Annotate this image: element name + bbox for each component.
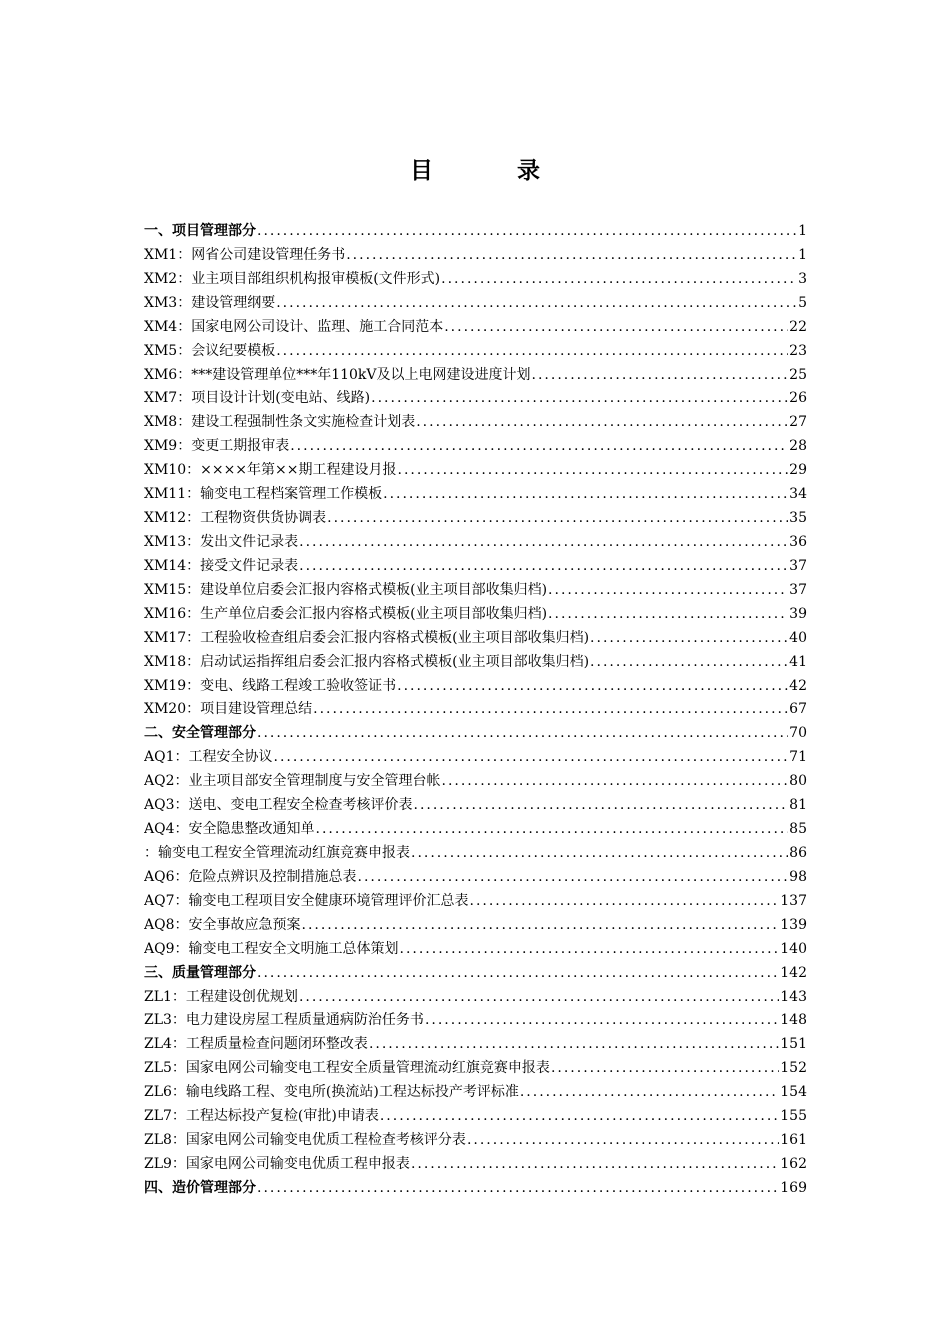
toc-item-entry[interactable] <box>144 531 807 555</box>
toc-item-entry[interactable] <box>144 387 807 411</box>
toc-item-entry[interactable] <box>144 1105 807 1129</box>
toc-item-entry[interactable] <box>144 794 807 818</box>
toc-dot-leader <box>532 364 789 388</box>
toc-item-entry[interactable] <box>144 1153 807 1177</box>
toc-item-entry[interactable] <box>144 675 807 699</box>
toc-entry-title: XM18：启动试运指挥组启委会汇报内容格式模板(业主项目部收集归档) <box>144 653 590 670</box>
toc-item-entry[interactable] <box>144 698 807 722</box>
toc-dot-leader <box>444 316 788 340</box>
toc-page-number: 1 <box>798 223 807 239</box>
toc-dot-leader <box>313 698 788 722</box>
toc-page-number: 85 <box>789 821 807 838</box>
toc-item-entry[interactable] <box>144 268 807 292</box>
toc-dot-leader <box>327 507 788 531</box>
toc-item-entry[interactable] <box>144 411 807 435</box>
toc-dot-leader <box>590 627 788 651</box>
toc-entry-title: XM9：变更工期报审表 <box>144 438 290 455</box>
toc-dot-leader <box>257 220 797 244</box>
toc-page-number: 143 <box>780 988 807 1005</box>
toc-page-number: 67 <box>789 701 807 718</box>
toc-page-number: 37 <box>789 557 807 574</box>
toc-item-entry[interactable] <box>144 770 807 794</box>
toc-item-entry[interactable] <box>144 364 807 388</box>
toc-entry-title: XM5：会议纪要模板 <box>144 342 276 359</box>
toc-page-number: 154 <box>780 1084 807 1101</box>
toc-item-entry[interactable] <box>144 1129 807 1153</box>
toc-entry-title: AQ7：输变电工程项目安全健康环境管理评价汇总表 <box>144 892 469 909</box>
toc-page-number: 1 <box>798 246 807 263</box>
toc-page-number: 39 <box>789 605 807 622</box>
toc-entry-title: ZL3：电力建设房屋工程质量通病防治任务书 <box>144 1012 424 1029</box>
toc-dot-leader <box>302 914 780 938</box>
toc-entry-title: XM17：工程验收检查组启委会汇报内容格式模板(业主项目部收集归档) <box>144 629 590 646</box>
toc-item-entry[interactable] <box>144 603 807 627</box>
toc-entry-title: ZL9：国家电网公司输变电优质工程申报表 <box>144 1155 410 1172</box>
toc-entry-title: AQ6：危险点辨识及控制措施总表 <box>144 868 357 885</box>
toc-entry-title: XM19：变电、线路工程竣工验收签证书 <box>144 677 397 694</box>
toc-item-entry[interactable] <box>144 651 807 675</box>
toc-dot-leader <box>442 770 789 794</box>
toc-dot-leader <box>397 675 788 699</box>
toc-dot-leader <box>380 1105 779 1129</box>
toc-entry-title: XM14：接受文件记录表 <box>144 557 299 574</box>
toc-page-number: 151 <box>780 1036 807 1053</box>
toc-entry-title: XM10：××××年第××期工程建设月报 <box>144 462 397 479</box>
toc-item-entry[interactable] <box>144 986 807 1010</box>
toc-dot-leader <box>425 1009 779 1033</box>
toc-dot-leader <box>383 483 788 507</box>
toc-page-number: 152 <box>780 1060 807 1077</box>
toc-dot-leader <box>590 651 788 675</box>
toc-entry-title: AQ2：业主项目部安全管理制度与安全管理台帐 <box>144 773 441 790</box>
toc-page-number: 162 <box>780 1155 807 1172</box>
toc-entry-title: AQ1：工程安全协议 <box>144 749 273 766</box>
toc-dot-leader <box>548 603 788 627</box>
toc-page-number: 23 <box>789 342 807 359</box>
toc-page-number: 70 <box>789 725 807 742</box>
toc-dot-leader <box>551 1057 779 1081</box>
toc-item-entry[interactable] <box>144 244 807 268</box>
toc-page-number: 34 <box>789 486 807 503</box>
toc-item-entry[interactable] <box>144 340 807 364</box>
toc-section-entry[interactable] <box>144 220 807 244</box>
toc-dot-leader <box>358 866 789 890</box>
toc-entry-title: ZL4：工程质量检查问题闭环整改表 <box>144 1036 368 1053</box>
toc-dot-leader <box>290 435 788 459</box>
toc-entry-title: XM8：建设工程强制性条文实施检查计划表 <box>144 414 416 431</box>
toc-page-number: 42 <box>789 677 807 694</box>
toc-dot-leader <box>467 1129 779 1153</box>
toc-dot-leader <box>371 387 788 411</box>
toc-entry-title: XM15：建设单位启委会汇报内容格式模板(业主项目部收集归档) <box>144 581 548 598</box>
toc-page-number: 169 <box>780 1179 807 1196</box>
toc-entry-title: XM1：网省公司建设管理任务书 <box>144 246 346 263</box>
toc-page-number: 139 <box>780 916 807 933</box>
toc-page-number: 86 <box>789 844 807 861</box>
toc-page-number: 41 <box>789 653 807 670</box>
toc-dot-leader <box>299 986 779 1010</box>
toc-item-entry[interactable] <box>144 866 807 890</box>
page-title: 目 录 <box>409 158 578 184</box>
toc-page-number: 25 <box>789 366 807 383</box>
toc-item-entry[interactable] <box>144 746 807 770</box>
toc-item-entry[interactable] <box>144 483 807 507</box>
toc-section-entry[interactable] <box>144 722 807 746</box>
toc-page-number: 161 <box>780 1132 807 1149</box>
toc-entry-title: ZL8：国家电网公司输变电优质工程检查考核评分表 <box>144 1132 466 1149</box>
toc-entry-title: AQ3：送电、变电工程安全检查考核评价表 <box>144 797 413 814</box>
toc-page-number: 29 <box>789 462 807 479</box>
toc-dot-leader <box>398 459 789 483</box>
toc-entry-title: 一、项目管理部分 <box>144 223 256 239</box>
toc-entry-title: ZL1：工程建设创优规划 <box>144 988 298 1005</box>
toc-entry-title: XM13：发出文件记录表 <box>144 533 299 550</box>
toc-page-number: 80 <box>789 773 807 790</box>
toc-item-entry[interactable] <box>144 1081 807 1105</box>
toc-dot-leader <box>274 746 789 770</box>
toc-entry-title: XM11：输变电工程档案管理工作模板 <box>144 486 383 503</box>
toc-entry-title: ZL5：国家电网公司输变电工程安全质量管理流动红旗竞赛申报表 <box>144 1060 550 1077</box>
toc-page-number: 5 <box>798 294 807 311</box>
toc-item-entry[interactable] <box>144 1009 807 1033</box>
toc-page-number: 22 <box>789 318 807 335</box>
toc-dot-leader <box>400 938 780 962</box>
toc-dot-leader <box>520 1081 779 1105</box>
toc-dot-leader <box>411 1153 779 1177</box>
toc-dot-leader <box>441 268 797 292</box>
toc-section-entry[interactable] <box>144 962 807 986</box>
toc-page-number: 36 <box>789 533 807 550</box>
toc-page-number: 37 <box>789 581 807 598</box>
toc-entry-title: XM4：国家电网公司设计、监理、施工合同范本 <box>144 318 444 335</box>
toc-dot-leader <box>414 794 789 818</box>
toc-section-entry[interactable] <box>144 1177 807 1201</box>
toc-entry-title: XM16：生产单位启委会汇报内容格式模板(业主项目部收集归档) <box>144 605 548 622</box>
toc-entry-title: AQ8：安全事故应急预案 <box>144 916 301 933</box>
toc-item-entry[interactable] <box>144 890 807 914</box>
toc-page-number: 3 <box>798 270 807 287</box>
toc-dot-leader <box>548 579 788 603</box>
toc-page-number: 27 <box>789 414 807 431</box>
toc-dot-leader <box>299 555 788 579</box>
toc-item-entry[interactable] <box>144 579 807 603</box>
toc-item-entry[interactable] <box>144 842 807 866</box>
toc-dot-leader <box>416 411 788 435</box>
toc-item-entry[interactable] <box>144 938 807 962</box>
toc-dot-leader <box>369 1033 779 1057</box>
toc-entry-title: 二、安全管理部分 <box>144 725 256 742</box>
toc-entry-title: XM7：项目设计计划(变电站、线路) <box>144 390 371 407</box>
toc-page-number: 40 <box>789 629 807 646</box>
toc-entry-title: XM2：业主项目部组织机构报审模板(文件形式) <box>144 270 441 287</box>
toc-page-number: 137 <box>780 892 807 909</box>
toc-item-entry[interactable] <box>144 316 807 340</box>
table-of-contents <box>144 220 807 1201</box>
toc-page-number: 71 <box>789 749 807 766</box>
toc-entry-title: XM6：***建设管理单位***年110kV及以上电网建设进度计划 <box>144 366 531 383</box>
toc-entry-title: ：输变电工程安全管理流动红旗竞赛申报表 <box>144 844 410 861</box>
toc-dot-leader <box>346 244 797 268</box>
toc-dot-leader <box>276 340 788 364</box>
toc-item-entry[interactable] <box>144 555 807 579</box>
toc-entry-title: 三、质量管理部分 <box>144 964 256 981</box>
toc-dot-leader <box>276 292 797 316</box>
toc-page-number: 28 <box>789 438 807 455</box>
toc-entry-title: XM20：项目建设管理总结 <box>144 701 313 718</box>
toc-item-entry[interactable] <box>144 459 807 483</box>
toc-page-number: 155 <box>780 1108 807 1125</box>
toc-entry-title: 四、造价管理部分 <box>144 1179 256 1196</box>
toc-dot-leader <box>257 722 788 746</box>
toc-dot-leader <box>316 818 789 842</box>
toc-entry-title: AQ4：安全隐患整改通知单 <box>144 821 315 838</box>
toc-dot-leader <box>257 1177 779 1201</box>
toc-dot-leader <box>299 531 788 555</box>
toc-entry-title: ZL6：输电线路工程、变电所(换流站)工程达标投产考评标准 <box>144 1084 519 1101</box>
toc-page-number: 35 <box>789 510 807 527</box>
toc-page-number: 148 <box>780 1012 807 1029</box>
toc-page-number: 142 <box>780 964 807 981</box>
toc-item-entry[interactable] <box>144 1057 807 1081</box>
toc-dot-leader <box>411 842 788 866</box>
toc-dot-leader <box>470 890 780 914</box>
toc-entry-title: XM3：建设管理纲要 <box>144 294 276 311</box>
toc-item-entry[interactable] <box>144 435 807 459</box>
toc-item-entry[interactable] <box>144 292 807 316</box>
toc-page-number: 81 <box>789 797 807 814</box>
toc-item-entry[interactable] <box>144 818 807 842</box>
toc-entry-title: AQ9：输变电工程安全文明施工总体策划 <box>144 940 399 957</box>
toc-page-number: 98 <box>789 868 807 885</box>
toc-item-entry[interactable] <box>144 914 807 938</box>
toc-entry-title: XM12：工程物资供货协调表 <box>144 510 327 527</box>
toc-entry-title: ZL7：工程达标投产复检(审批)申请表 <box>144 1108 379 1125</box>
toc-page-number: 140 <box>780 940 807 957</box>
toc-dot-leader <box>257 962 779 986</box>
toc-item-entry[interactable] <box>144 507 807 531</box>
toc-item-entry[interactable] <box>144 1033 807 1057</box>
toc-page-number: 26 <box>789 390 807 407</box>
toc-item-entry[interactable] <box>144 627 807 651</box>
